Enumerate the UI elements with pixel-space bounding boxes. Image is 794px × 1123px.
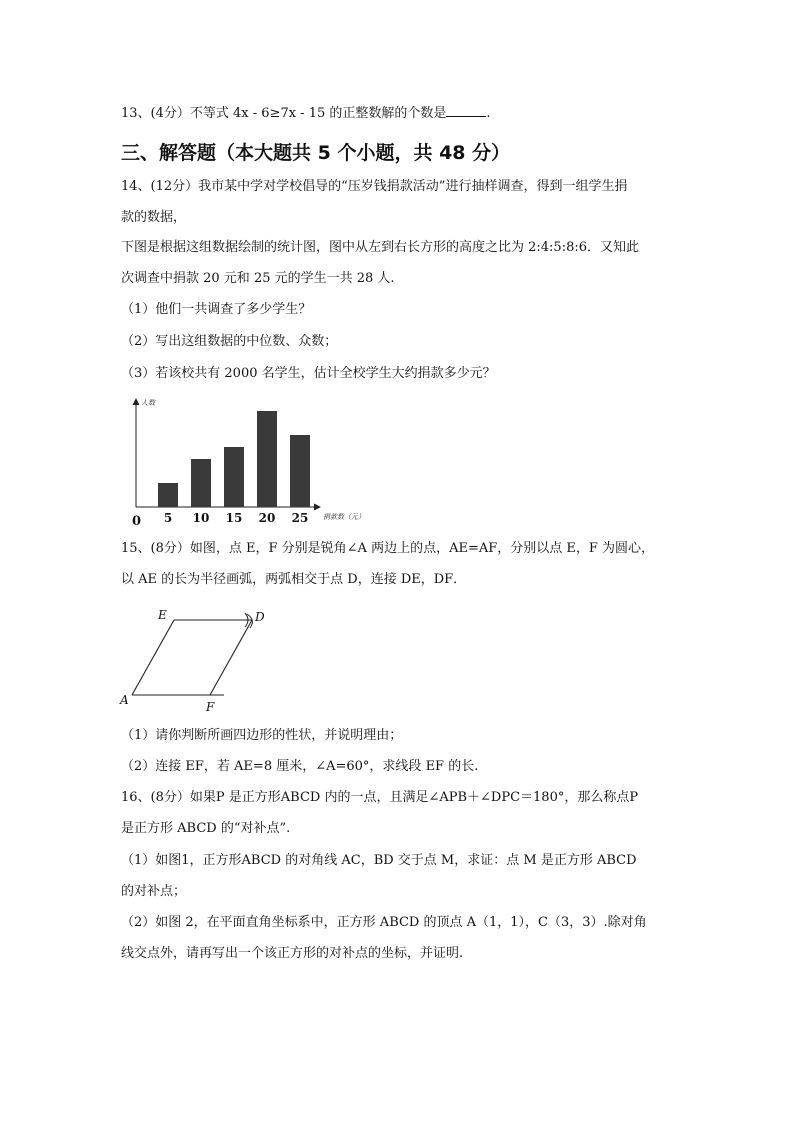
q15-sub1: （1）请你判断所画四边形的性状，并说明理由；: [121, 728, 403, 743]
q15-sub2: （2）连接 EF，若 AE=8 厘米，∠A=60°，求线段 EF 的长.: [121, 759, 479, 774]
tick-label-10: 10: [192, 511, 210, 525]
origin-label: 0: [132, 514, 142, 527]
bar-5: [158, 483, 178, 507]
label-f: F: [206, 700, 215, 714]
parallelogram-figure: [114, 604, 284, 716]
q14-line2: 款的数据，: [121, 210, 187, 225]
label-e: E: [158, 608, 167, 622]
bar-chart: [118, 395, 380, 527]
q16-sub1b: 的对补点；: [121, 884, 187, 899]
q16-line2: 是正方形 ABCD 的“对补点”.: [121, 821, 291, 836]
q15-line2: 以 AE 的长为半径画弧，两弧相交于点 D，连接 DE，DF．: [121, 572, 467, 587]
tick-label-20: 20: [258, 511, 276, 525]
q14-line1: 14、(12分）我市某中学对学校倡导的“压岁钱捐款活动”进行抽样调查，得到一组学生捐: [121, 179, 628, 194]
segment-df: [210, 620, 252, 695]
label-d: D: [255, 610, 265, 624]
q16-sub2b: 线交点外，请再写出一个该正方形的对补点的坐标，并证明.: [121, 946, 464, 961]
x-axis-label: 捐款数（元）: [323, 513, 365, 521]
q14-sub1: （1）他们一共调查了多少学生？: [121, 302, 312, 317]
q13-end: .: [486, 106, 491, 121]
q14-line3: 下图是根据这组数据绘制的统计图，图中从左到右长方形的高度之比为 2:4:5:8:6．又知此: [121, 240, 640, 255]
q15-line1: 15、(8分）如图，点 E，F 分别是锐角∠A 两边上的点，AE=AF，分别以点 E，F 为圆心，: [121, 541, 655, 556]
q16-sub2a: （2）如图 2，在平面直角坐标系中，正方形 ABCD 的顶点 A（1，1），C（3，3）.除对角: [121, 915, 647, 930]
bar-20: [257, 411, 277, 507]
ray-ae: [132, 620, 174, 695]
tick-labels-group: [164, 511, 309, 525]
q16-sub1a: （1）如图1，正方形ABCD 的对角线 AC，BD 交于点 M，求证：点 M 是正方形 ABCD: [121, 853, 637, 868]
tick-label-5: 5: [163, 511, 173, 525]
q13-line: [121, 105, 491, 122]
y-axis-label: 人数: [141, 399, 155, 407]
q14-line4: 次调查中捐款 20 元和 25 元的学生一共 28 人.: [121, 271, 395, 286]
label-a: A: [120, 693, 129, 707]
q14-sub3: （3）若该校共有 2000 名学生，估计全校学生大约捐款多少元？: [121, 366, 496, 381]
bars-group: [158, 411, 310, 507]
q16-line1: 16、(8分）如果P 是正方形ABCD 内的一点，且满足∠APB＋∠DPC＝180°，那么称点P: [121, 790, 639, 805]
answer-blank: [446, 105, 486, 117]
bar-10: [191, 459, 211, 507]
bar-15: [224, 447, 244, 507]
bar-25: [290, 435, 310, 507]
q13-text: 13、(4分）不等式 4x - 6≥7x - 15 的正整数解的个数是: [121, 106, 447, 121]
q14-sub2: （2）写出这组数据的中位数、众数；: [121, 334, 338, 349]
tick-label-25: 25: [291, 511, 309, 525]
section-title: 三、解答题（本大题共 5 个小题，共 48 分）: [121, 142, 511, 164]
tick-label-15: 15: [225, 511, 243, 525]
